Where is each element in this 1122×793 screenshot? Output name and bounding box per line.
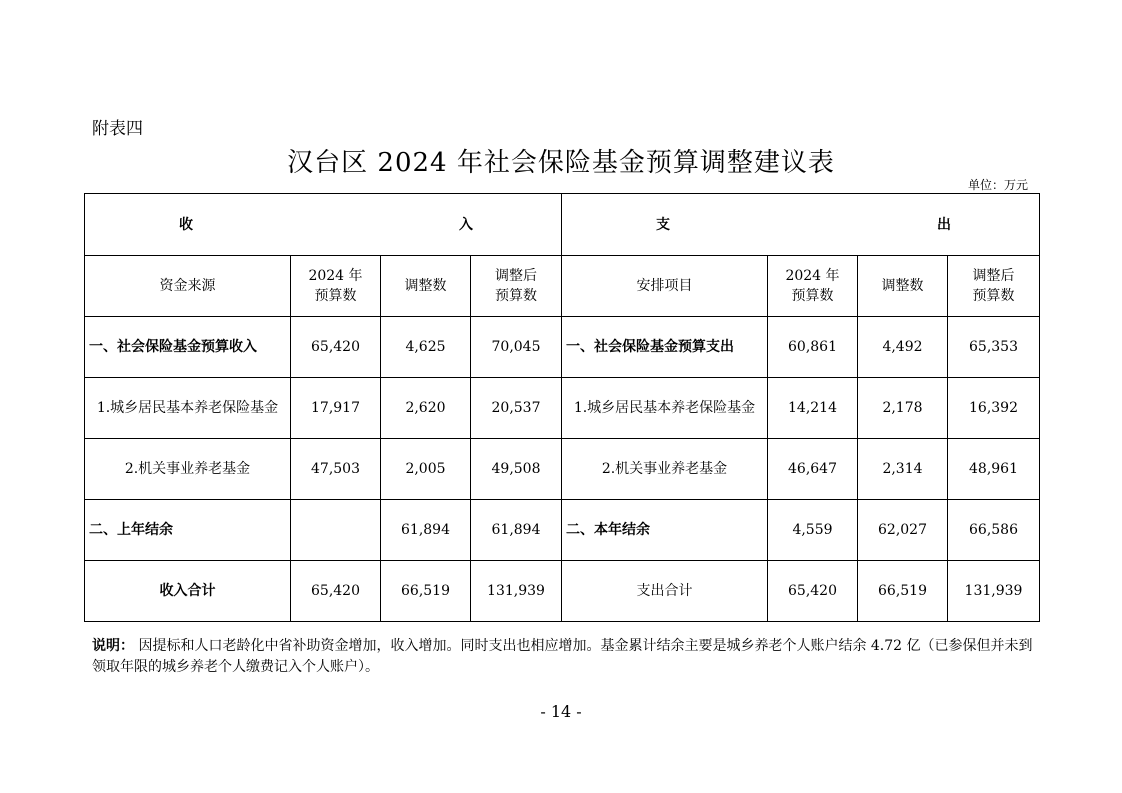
expense-header-left: 支 <box>656 216 670 233</box>
expense-name: 支出合计 <box>562 561 768 622</box>
income-budget <box>291 500 381 561</box>
expense-header <box>562 194 1040 256</box>
note-label: 说明： <box>92 638 134 654</box>
expense-adjust: 2,178 <box>858 378 948 439</box>
col-expense-adjusted: 调整后 预算数 <box>948 256 1040 317</box>
income-adjusted: 20,537 <box>471 378 562 439</box>
expense-name: 1.城乡居民基本养老保险基金 <box>562 378 768 439</box>
expense-budget: 46,647 <box>768 439 858 500</box>
expense-budget: 14,214 <box>768 378 858 439</box>
income-name: 一、社会保险基金预算收入 <box>85 317 291 378</box>
income-adjust: 4,625 <box>381 317 471 378</box>
column-header-row <box>85 256 1040 317</box>
col-income-source: 资金来源 <box>85 256 291 317</box>
col-income-adjusted: 调整后 预算数 <box>471 256 562 317</box>
expense-adjust: 66,519 <box>858 561 948 622</box>
table-row <box>85 561 1040 622</box>
expense-adjust: 2,314 <box>858 439 948 500</box>
col-income-budget: 2024 年 预算数 <box>291 256 381 317</box>
expense-name: 二、本年结余 <box>562 500 768 561</box>
income-name: 收入合计 <box>85 561 291 622</box>
expense-name: 一、社会保险基金预算支出 <box>562 317 768 378</box>
income-adjust: 66,519 <box>381 561 471 622</box>
income-adjust: 61,894 <box>381 500 471 561</box>
income-header-left: 收 <box>179 216 193 233</box>
expense-adjusted: 16,392 <box>948 378 1040 439</box>
unit-label: 单位：万元 <box>967 178 1028 192</box>
income-name: 1.城乡居民基本养老保险基金 <box>85 378 291 439</box>
income-header-right: 入 <box>459 216 473 233</box>
expense-name: 2.机关事业养老基金 <box>562 439 768 500</box>
section-header-row <box>85 194 1040 256</box>
income-name: 二、上年结余 <box>85 500 291 561</box>
expense-header-right: 出 <box>937 216 951 233</box>
page-number: - 14 - <box>540 702 582 721</box>
income-header <box>85 194 562 256</box>
col-expense-item: 安排项目 <box>562 256 768 317</box>
expense-adjusted: 131,939 <box>948 561 1040 622</box>
income-adjusted: 70,045 <box>471 317 562 378</box>
income-budget: 65,420 <box>291 561 381 622</box>
table-row <box>85 500 1040 561</box>
explanation-note <box>92 636 1042 678</box>
income-budget: 65,420 <box>291 317 381 378</box>
income-adjust: 2,005 <box>381 439 471 500</box>
expense-adjusted: 65,353 <box>948 317 1040 378</box>
col-expense-adjust: 调整数 <box>858 256 948 317</box>
income-adjust: 2,620 <box>381 378 471 439</box>
income-adjusted: 61,894 <box>471 500 562 561</box>
income-budget: 17,917 <box>291 378 381 439</box>
income-adjusted: 131,939 <box>471 561 562 622</box>
table-row <box>85 317 1040 378</box>
income-budget: 47,503 <box>291 439 381 500</box>
budget-table <box>84 193 1040 622</box>
document-title: 汉台区 2024 年社会保险基金预算调整建议表 <box>287 148 835 178</box>
income-name: 2.机关事业养老基金 <box>85 439 291 500</box>
col-income-adjust: 调整数 <box>381 256 471 317</box>
expense-budget: 65,420 <box>768 561 858 622</box>
expense-adjust: 62,027 <box>858 500 948 561</box>
expense-adjust: 4,492 <box>858 317 948 378</box>
table-row <box>85 439 1040 500</box>
expense-adjusted: 48,961 <box>948 439 1040 500</box>
attachment-label: 附表四 <box>92 119 143 139</box>
expense-budget: 60,861 <box>768 317 858 378</box>
note-text: 因提标和人口老龄化中省补助资金增加，收入增加。同时支出也相应增加。基金累计结余主要是城乡养老个人账户结余 4.72 亿（已参保但并未到领取年限的城乡养老个人缴费记入个人账户）。 <box>92 638 1033 675</box>
expense-budget: 4,559 <box>768 500 858 561</box>
table-row <box>85 378 1040 439</box>
expense-adjusted: 66,586 <box>948 500 1040 561</box>
col-expense-budget: 2024 年 预算数 <box>768 256 858 317</box>
income-adjusted: 49,508 <box>471 439 562 500</box>
